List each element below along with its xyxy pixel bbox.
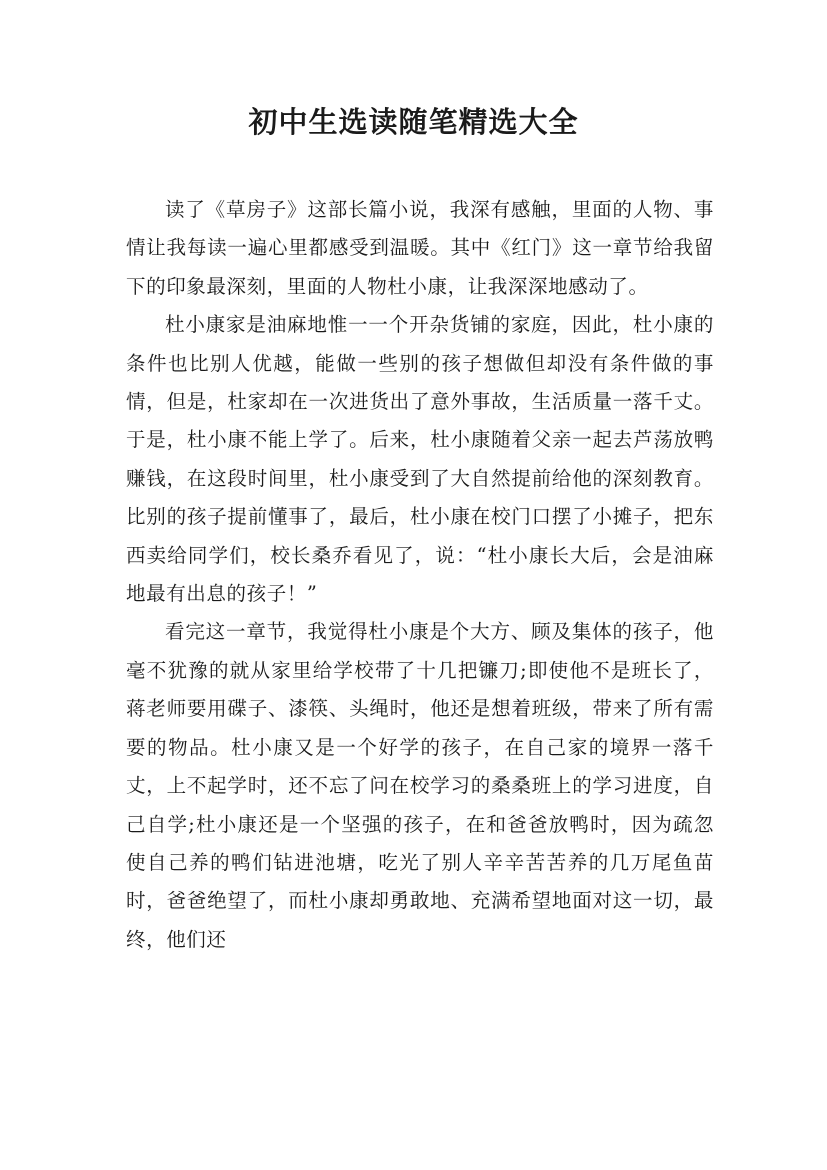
paragraph-3: 看完这一章节，我觉得杜小康是个大方、顾及集体的孩子，他毫不犹豫的就从家里给学校带了十几把镰刀;即使他不是班长了，蒋老师要用碟子、漆筷、头绳时，他还是想着班级，带来了所有需要的物品。杜小康又是一个好学的孩子，在自己家的境界一落千丈，上不起学时，还不忘了问在校学习的桑桑班上的学习进度，自己自学;杜小康还是一个坚强的孩子，在和爸爸放鸭时，因为疏忽使自己养的鸭们钻进池塘，吃光了别人辛辛苦苦养的几万尾鱼苗时，爸爸绝望了，而杜小康却勇敢地、充满希望地面对这一切，最终，他们还 [126,620,714,951]
document-title: 初中生选读随笔精选大全 [248,105,579,139]
paragraph-1: 读了《草房子》这部长篇小说，我深有感触，里面的人物、事情让我每读一遍心里都感受到温暖。其中《红门》这一章节给我留下的印象最深刻，里面的人物杜小康，让我深深地感动了。 [126,198,714,298]
paragraph-2: 杜小康家是油麻地惟一一个开杂货铺的家庭，因此，杜小康的条件也比别人优越，能做一些别的孩子想做但却没有条件做的事情，但是，杜家却在一次进货出了意外事故，生活质量一落千丈。于是，杜小康不能上学了。后来，杜小康随着父亲一起去芦荡放鸭赚钱，在这段时间里，杜小康受到了大自然提前给他的深刻教育。比别的孩子提前懂事了，最后，杜小康在校门口摆了小摊子，把东西卖给同学们，校长桑乔看见了，说：“杜小康长大后，会是油麻地最有出息的孩子！” [126,313,714,606]
document-body [126,191,714,959]
